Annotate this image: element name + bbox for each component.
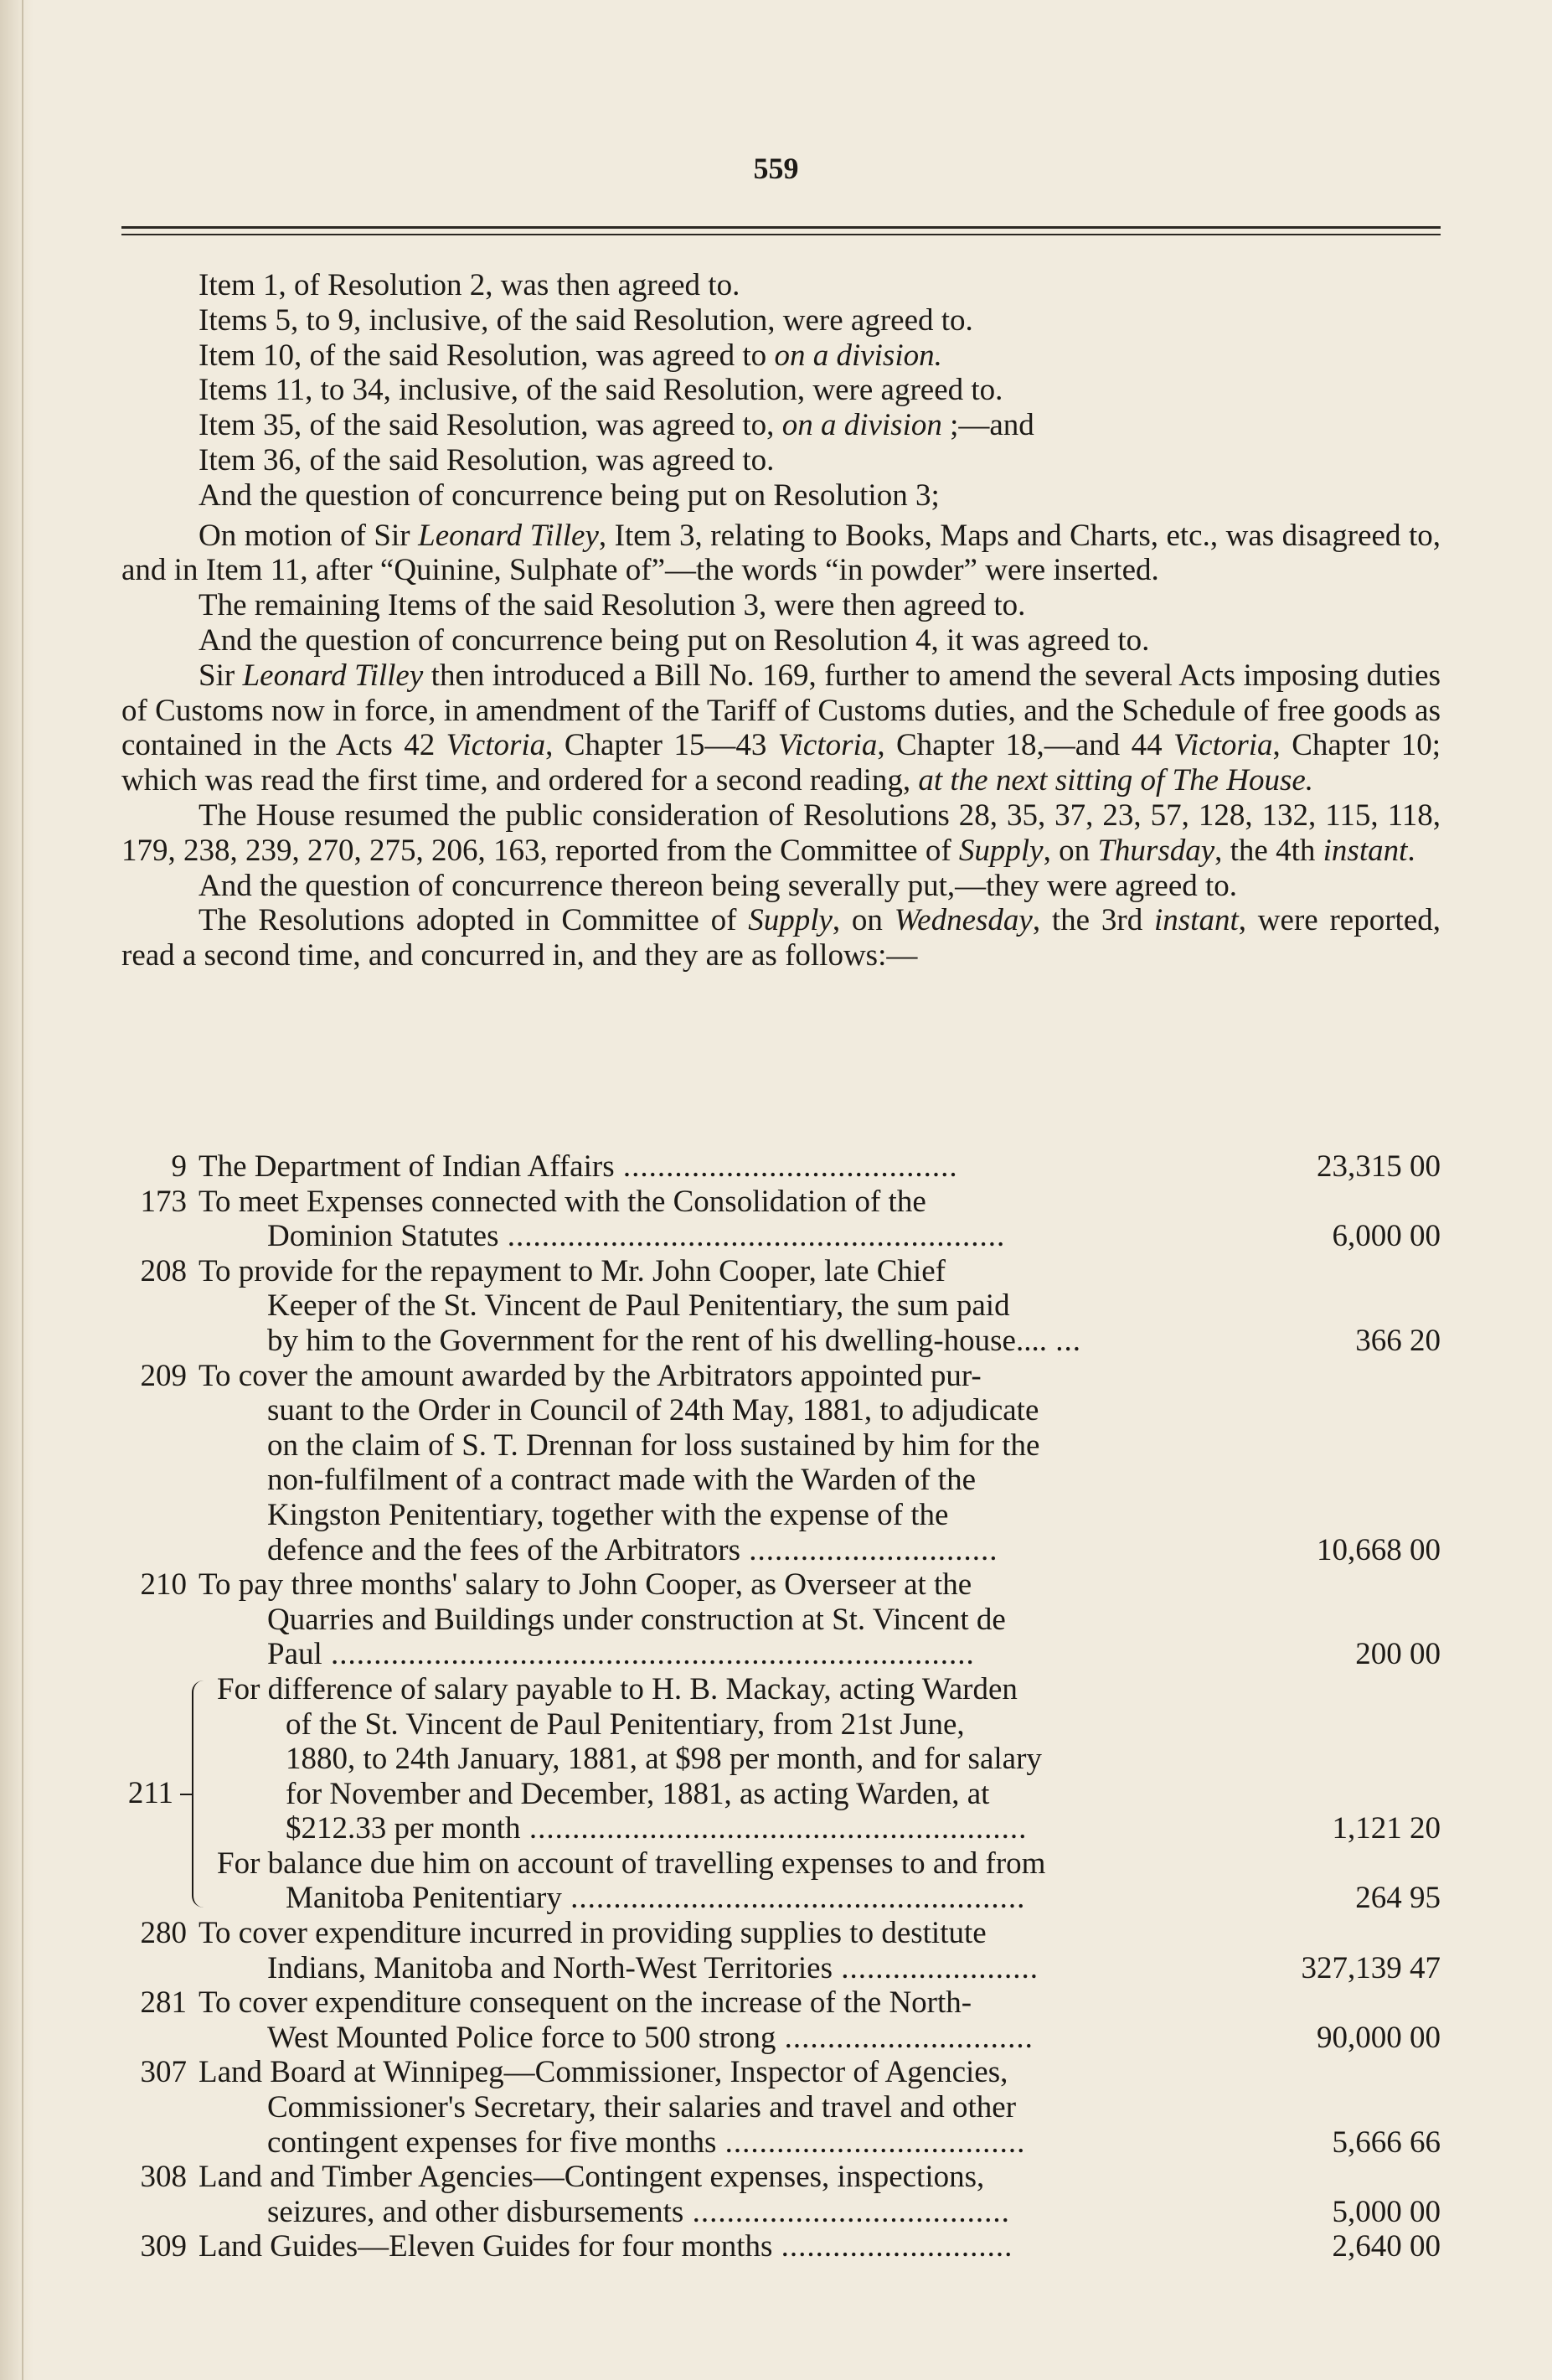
leader-dots: ....................... [833, 1950, 1039, 1985]
entry-number: 211 [127, 1776, 173, 1811]
schedule-entry [121, 1567, 1441, 1672]
entry-text: 1880, to 24th January, 1881, at $98 per month, and for salary [286, 1742, 1042, 1777]
entry-number: 308 [140, 2160, 187, 2195]
entry-text: Indians, Manitoba and North-West Territories ....................... [267, 1950, 1039, 1985]
leader-dots: ........................... [772, 2229, 1013, 2264]
entry-text: seizures, and other disbursements ..................................... [267, 2194, 1010, 2229]
sub-entry [199, 1846, 1441, 1916]
entry-text: contingent expenses for five months ................................... [267, 2124, 1026, 2160]
paragraph: Item 36, of the said Resolution, was agreed to. [199, 442, 775, 478]
entry-number: 210 [140, 1567, 187, 1603]
entry-text: Paul ........................................................................... [267, 1637, 975, 1672]
paragraph: And the question of concurrence being put on Resolution 3; [199, 478, 940, 513]
entry-amount: 5,000 00 [1332, 2194, 1441, 2229]
schedule-entry [121, 2055, 1441, 2160]
book-spine-shadow [0, 0, 34, 2380]
entry-text: Quarries and Buildings under construction at St. Vincent de [267, 1602, 1006, 1637]
paragraph: Item 10, of the said Resolution, was agreed to on a division. [199, 338, 942, 373]
entry-number: 281 [140, 1985, 187, 2021]
entry-number: 309 [140, 2229, 187, 2264]
entry-text: Keeper of the St. Vincent de Paul Penitentiary, the sum paid [267, 1288, 1010, 1324]
entry-amount: 90,000 00 [1317, 2020, 1441, 2055]
paragraph: Item 1, of Resolution 2, was then agreed to. [199, 268, 740, 302]
entry-amount: 1,121 20 [1332, 1811, 1441, 1846]
entry-amount: 10,668 00 [1317, 1532, 1441, 1567]
proceedings-text [121, 268, 1441, 973]
paragraph: The House resumed the public consideration of Resolutions 28, 35, 37, 23, 57, 128, 132, 115, 118, 179, 238, 239, 270, 275, 206, 163, reported from the Committee of Supply, on Thursday, the 4th instant. [121, 798, 1441, 868]
paragraph: Items 5, to 9, inclusive, of the said Resolution, were agreed to. [199, 302, 973, 338]
leader-dots: ..................................... [683, 2194, 1010, 2229]
entry-text: Commissioner's Secretary, their salaries and travel and other [267, 2090, 1017, 2125]
entry-number: 307 [140, 2055, 187, 2090]
sub-entry [199, 1671, 1441, 1846]
entry-number: 208 [140, 1253, 187, 1288]
leader-dots: ..................................................... [561, 1881, 1026, 1916]
entry-text: To cover the amount awarded by the Arbitrators appointed pur- [199, 1358, 982, 1393]
entry-text: To provide for the repayment to Mr. John Cooper, late Chief [199, 1253, 946, 1288]
paragraph: The remaining Items of the said Resolution 3, were then agreed to. [199, 588, 1026, 623]
header-rule [121, 226, 1441, 229]
entry-text: defence and the fees of the Arbitrators ............................. [267, 1532, 998, 1567]
paragraph: Sir Leonard Tilley then introduced a Bill No. 169, further to amend the several Acts imposing duties of Customs now in force, in amendment of the Tariff of Customs duties, and the Schedule of free goods as contained in the Acts 42 Victoria, Chapter 15—43 Victoria, Chapter 18,—and 44 Victoria, Chapter 10; which was read the first time, and ordered for a second reading, at the next sitting of The House. [121, 658, 1441, 798]
schedule-entry [121, 1985, 1441, 2055]
binding-line [22, 0, 23, 2380]
entry-amount: 5,666 66 [1332, 2124, 1441, 2160]
leader-dots: ... [1046, 1323, 1081, 1358]
entry-text: To cover expenditure consequent on the increase of the North- [199, 1985, 972, 2021]
leader-dots: ........................................................................... [322, 1637, 975, 1672]
paragraph: And the question of concurrence being put on Resolution 4, it was agreed to. [199, 622, 1150, 658]
entry-text: West Mounted Police force to 500 strong ............................. [267, 2020, 1034, 2055]
brace-tip [180, 1794, 192, 1795]
schedule-entry-bracketed [121, 1672, 1441, 1916]
entry-text: Land and Timber Agencies—Contingent expenses, inspections, [199, 2160, 985, 2195]
entry-amount: 327,139 47 [1301, 1950, 1441, 1985]
leader-dots: .......................................................... [520, 1811, 1028, 1846]
entry-text: Manitoba Penitentiary ..................................................... [286, 1881, 1026, 1916]
entry-text: Kingston Penitentiary, together with the expense of the [267, 1497, 949, 1532]
leader-dots: ............................. [740, 1532, 998, 1567]
entry-amount: 2,640 00 [1332, 2229, 1441, 2264]
leader-dots: ............................. [776, 2020, 1034, 2055]
entry-text: For difference of salary payable to H. B. Mackay, acting Warden [217, 1671, 1018, 1706]
entry-amount: 264 95 [1355, 1881, 1441, 1916]
entry-text: Dominion Statutes .......................................................... [267, 1219, 1006, 1254]
entry-text: Land Guides—Eleven Guides for four months ........................... [199, 2229, 1013, 2264]
schedule-entry [121, 2229, 1441, 2264]
entry-text: To meet Expenses connected with the Consolidation of the [199, 1184, 926, 1219]
entry-text: non-fulfilment of a contract made with the Warden of the [267, 1463, 977, 1498]
entry-number: 280 [140, 1916, 187, 1951]
entry-text: The Department of Indian Affairs ....................................... [199, 1149, 958, 1184]
leader-dots: ....................................... [614, 1149, 958, 1184]
entry-text: To cover expenditure incurred in providing supplies to destitute [199, 1916, 987, 1951]
entry-text: Land Board at Winnipeg—Commissioner, Inspector of Agencies, [199, 2055, 1008, 2090]
entry-number: 173 [140, 1184, 187, 1219]
entry-text: To pay three months' salary to John Cooper, as Overseer at the [199, 1567, 972, 1603]
entry-text: of the St. Vincent de Paul Penitentiary, from 21st June, [286, 1706, 965, 1742]
entry-amount: 6,000 00 [1332, 1219, 1441, 1254]
paragraph: On motion of Sir Leonard Tilley, Item 3, relating to Books, Maps and Charts, etc., was disagreed to, and in Item 11, after “Quinine, Sulphate of”—the words “in powder” were inserted. [121, 518, 1441, 588]
entry-text: for November and December, 1881, as acting Warden, at [286, 1776, 990, 1811]
leader-dots: .......................................................... [498, 1219, 1006, 1254]
entry-number: 9 [171, 1149, 187, 1184]
page-number: 559 [753, 152, 799, 185]
entry-text: by him to the Government for the rent of his dwelling-house.... ... [267, 1323, 1081, 1358]
paragraph: Item 35, of the said Resolution, was agreed to, on a division ;—and [199, 408, 1034, 443]
schedule-entry [121, 1916, 1441, 1985]
schedule-entry [121, 1359, 1441, 1568]
paragraph: And the question of concurrence thereon being severally put,—they were agreed to. [199, 868, 1238, 903]
schedule-entry [121, 1149, 1441, 1185]
schedule-entry [121, 2160, 1441, 2229]
entry-amount: 200 00 [1355, 1637, 1441, 1672]
paragraph: Items 11, to 34, inclusive, of the said Resolution, were agreed to. [199, 373, 1003, 408]
entry-text: on the claim of S. T. Drennan for loss sustained by him for the [267, 1427, 1040, 1463]
entry-amount: 366 20 [1355, 1323, 1441, 1358]
entry-text: suant to the Order in Council of 24th May, 1881, to adjudicate [267, 1393, 1039, 1428]
schedule-entry [121, 1254, 1441, 1359]
entry-amount: 23,315 00 [1317, 1149, 1441, 1184]
entry-text: $212.33 per month .......................................................... [286, 1811, 1028, 1846]
supply-schedule [121, 1149, 1441, 2264]
paragraph: The Resolutions adopted in Committee of Supply, on Wednesday, the 3rd instant, were reported, read a second time, and concurred in, and they are as follows:— [121, 903, 1441, 973]
entry-text: For balance due him on account of travelling expenses to and from [217, 1846, 1046, 1881]
leader-dots: ................................... [716, 2124, 1026, 2160]
entry-number: 209 [140, 1358, 187, 1393]
header-rule-thin [121, 234, 1441, 235]
schedule-entry [121, 1185, 1441, 1254]
